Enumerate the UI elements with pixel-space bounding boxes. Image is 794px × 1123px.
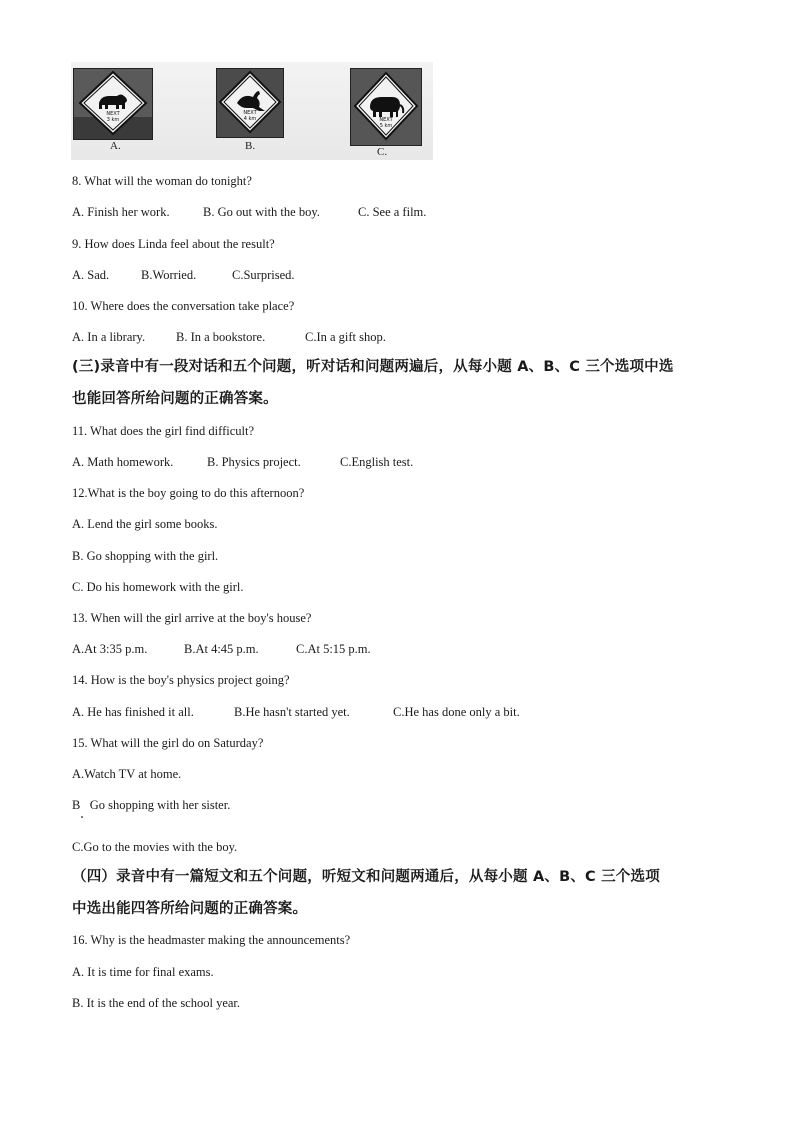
question-10: 10. Where does the conversation take place? [72, 299, 295, 313]
q15-option-a[interactable]: A.Watch TV at home. [72, 767, 182, 781]
question-8: 8. What will the woman do tonight? [72, 174, 252, 188]
q16-option-a[interactable]: A. It is time for final exams. [72, 965, 214, 979]
question-11-options [72, 454, 413, 470]
q11-option-a[interactable]: A. Math homework. [72, 455, 174, 469]
q14-option-a[interactable]: A. He has finished it all. [72, 705, 194, 719]
q15-option-b[interactable]: B Go shopping with her sister. [72, 798, 231, 812]
question-8-options [72, 204, 426, 220]
sign-c-elephant-image [350, 68, 422, 146]
section-3-instructions-line-1: (三)录音中有一段对话和五个问题，听对话和问题两遍后，从每小题 A、B、C 三个选项中选 [72, 359, 674, 375]
section-4-instructions-line-2: 中选出能四答所给问题的正确答案。 [72, 901, 308, 917]
question-13: 13. When will the girl arrive at the boy's house? [72, 611, 312, 625]
question-14: 14. How is the boy's physics project going? [72, 673, 290, 687]
q12-option-a[interactable]: A. Lend the girl some books. [72, 517, 218, 531]
q8-option-b[interactable]: B. Go out with the boy. [203, 205, 320, 219]
sign-c-text-1: NEXT [379, 117, 393, 123]
question-16: 16. Why is the headmaster making the announcements? [72, 933, 351, 947]
q14-option-b[interactable]: B.He hasn't started yet. [234, 705, 350, 719]
q12-option-c[interactable]: C. Do his homework with the girl. [72, 580, 244, 594]
q13-option-a[interactable]: A.At 3:35 p.m. [72, 642, 148, 656]
picture-label-b: B. [245, 140, 256, 152]
q11-option-b[interactable]: B. Physics project. [207, 455, 301, 469]
q9-option-b[interactable]: B.Worried. [141, 268, 197, 282]
q8-option-c[interactable]: C. See a film. [358, 205, 427, 219]
question-11: 11. What does the girl find difficult? [72, 424, 255, 438]
question-13-options [72, 641, 371, 657]
question-10-options [72, 329, 386, 345]
q9-option-c[interactable]: C.Surprised. [232, 268, 295, 282]
stray-dot [81, 816, 83, 818]
sign-b-kangaroo-image [216, 68, 284, 138]
q9-option-a[interactable]: A. Sad. [72, 268, 110, 282]
q10-option-c[interactable]: C.In a gift shop. [305, 330, 386, 344]
picture-label-c: C. [377, 146, 388, 158]
question-9: 9. How does Linda feel about the result? [72, 237, 275, 251]
sign-a-text-2: 3 km [106, 117, 120, 123]
q10-option-b[interactable]: B. In a bookstore. [176, 330, 266, 344]
q14-option-c[interactable]: C.He has done only a bit. [393, 705, 520, 719]
sign-c-text-2: 5 km [379, 123, 393, 129]
q13-option-b[interactable]: B.At 4:45 p.m. [184, 642, 259, 656]
sign-b-text-2: 4 km [243, 116, 257, 122]
q13-option-c[interactable]: C.At 5:15 p.m. [296, 642, 371, 656]
q16-option-b[interactable]: B. It is the end of the school year. [72, 996, 241, 1010]
question-12: 12.What is the boy going to do this afternoon? [72, 486, 305, 500]
section-3-instructions-line-2: 也能回答所给问题的正确答案。 [72, 391, 278, 407]
sign-b-text-1: NEXT [243, 110, 257, 116]
sign-a-text-1: NEXT [106, 111, 120, 117]
picture-label-a: A. [110, 140, 121, 152]
q8-option-a[interactable]: A. Finish her work. [72, 205, 170, 219]
sign-a-bear-image [73, 68, 153, 140]
question-9-options [72, 267, 295, 283]
section-4-instructions-line-1: （四）录音中有一篇短文和五个问题，听短文和问题两通后，从每小题 A、B、C 三个选项 [72, 869, 660, 885]
q11-option-c[interactable]: C.English test. [340, 455, 414, 469]
q15-option-c[interactable]: C.Go to the movies with the boy. [72, 840, 238, 854]
question-14-options [72, 704, 520, 720]
question-15: 15. What will the girl do on Saturday? [72, 736, 264, 750]
q10-option-a[interactable]: A. In a library. [72, 330, 146, 344]
q12-option-b[interactable]: B. Go shopping with the girl. [72, 549, 219, 563]
